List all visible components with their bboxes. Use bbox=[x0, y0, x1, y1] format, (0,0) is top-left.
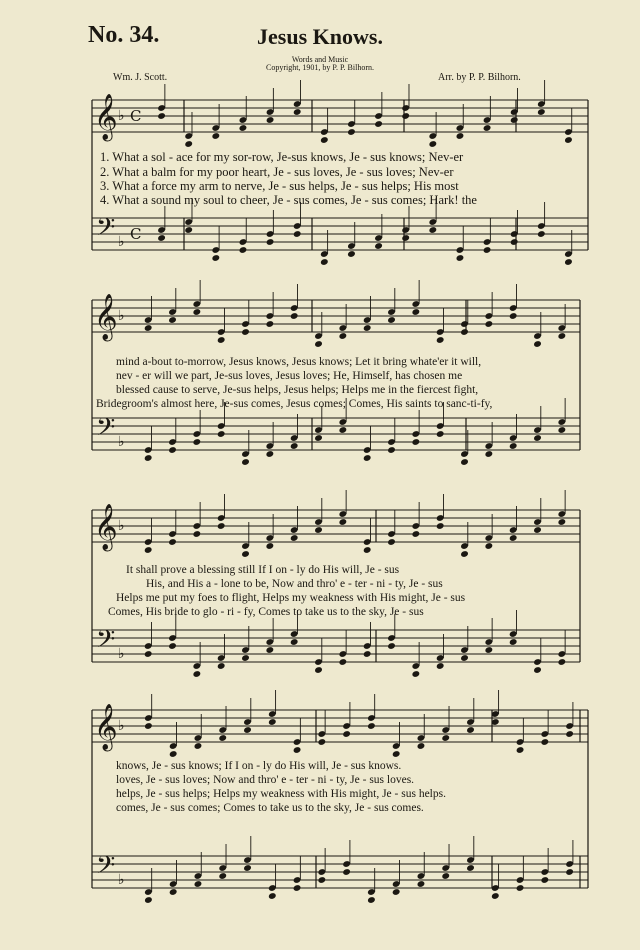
lyric-line: comes, Je - sus comes; Comes to take us to the sky, Je - sus comes. bbox=[116, 802, 424, 814]
treble-clef-icon: 𝄞 bbox=[94, 94, 118, 140]
key-flat-icon: ♭ bbox=[118, 646, 125, 662]
time-signature-icon: C bbox=[130, 225, 142, 243]
lyric-line: 4. What a sound my soul to cheer, Je - sus comes, Je - sus comes; Hark! the bbox=[100, 193, 477, 207]
lyric-line: Comes, His bride to glo - ri - fy, Comes to take us to the sky, Je - sus bbox=[108, 606, 424, 618]
bass-clef-icon: 𝄢 bbox=[96, 413, 116, 448]
hymn-number: No. 34. bbox=[88, 22, 160, 48]
key-flat-icon: ♭ bbox=[118, 518, 125, 534]
key-flat-icon: ♭ bbox=[118, 308, 125, 324]
lyric-line: loves, Je - sus loves; Now and thro' e - ter - ni - ty, Je - sus loves. bbox=[116, 774, 415, 786]
bass-clef-icon: 𝄢 bbox=[96, 851, 116, 886]
lyric-line: nev - er will we part, Je-sus loves, Jesus loves; He, Himself, has chosen me bbox=[116, 370, 463, 382]
lyric-line: It shall prove a blessing still If I on - ly do His will, Je - sus bbox=[126, 564, 400, 576]
key-flat-icon: ♭ bbox=[118, 434, 125, 450]
lyric-line: helps, Je - sus helps; Helps my weakness with His might, Je - sus helps. bbox=[116, 788, 446, 800]
author-credit: Wm. J. Scott. bbox=[113, 72, 168, 83]
lyric-line: Helps me put my foes to flight, Helps my weakness with His might, Je - sus bbox=[116, 592, 466, 604]
credit-words-music: Words and Music bbox=[291, 55, 349, 64]
lyric-line: blessed cause to serve, Je-sus helps, Jesus helps; Helps me in the fiercest fight, bbox=[116, 384, 479, 396]
treble-clef-icon: 𝄞 bbox=[94, 704, 118, 750]
bass-clef-icon: 𝄢 bbox=[96, 213, 116, 248]
lyric-line: 1. What a sol - ace for my sor-row, Je-sus knows, Je - sus knows; Nev-er bbox=[100, 150, 464, 164]
key-flat-icon: ♭ bbox=[118, 108, 125, 124]
lyric-line: knows, Je - sus knows; If I on - ly do His will, Je - sus knows. bbox=[116, 760, 402, 772]
lyric-line: His, and His a - lone to be, Now and thro' e - ter - ni - ty, Je - sus bbox=[146, 578, 443, 590]
copyright-notice: Copyright, 1901, by P. P. Bilhorn. bbox=[265, 63, 374, 72]
lyric-line: Bridegroom's almost here, Je-sus comes, Jesus comes; Comes, His saints to sanc-ti-fy, bbox=[96, 398, 493, 410]
lyric-line: 3. What a force my arm to nerve, Je - sus helps, Je - sus helps; His most bbox=[100, 179, 459, 193]
key-flat-icon: ♭ bbox=[118, 718, 125, 734]
bass-clef-icon: 𝄢 bbox=[96, 625, 116, 660]
key-flat-icon: ♭ bbox=[118, 234, 125, 250]
time-signature-icon: C bbox=[130, 107, 142, 125]
lyric-line: 2. What a balm for my poor heart, Je - sus loves, Je - sus loves; Nev-er bbox=[100, 165, 454, 179]
lyric-line: mind a-bout to-morrow, Jesus knows, Jesus knows; Let it bring whate'er it will, bbox=[116, 356, 482, 368]
hymn-title: Jesus Knows. bbox=[257, 24, 383, 49]
treble-clef-icon: 𝄞 bbox=[94, 294, 118, 340]
treble-clef-icon: 𝄞 bbox=[94, 504, 118, 550]
arranger-credit: Arr. by P. P. Bilhorn. bbox=[438, 72, 521, 83]
key-flat-icon: ♭ bbox=[118, 872, 125, 888]
